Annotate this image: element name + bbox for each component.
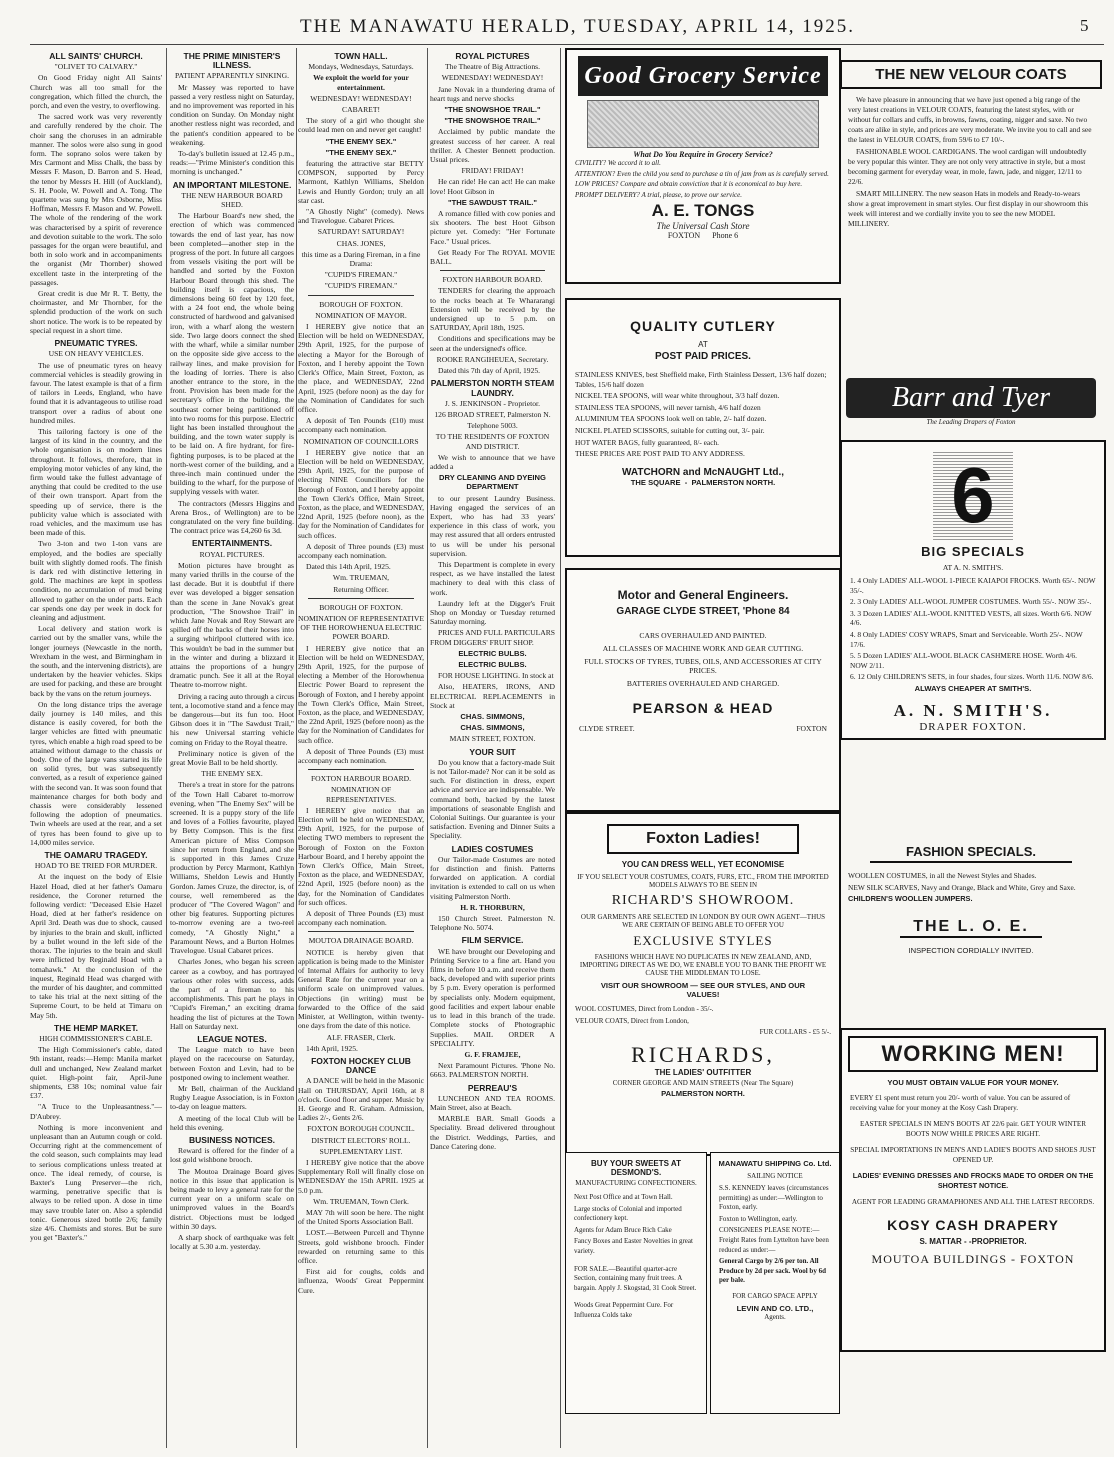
motor-title: Motor and General Engineers.	[617, 588, 789, 602]
paragraph: Local delivery and station work is carried out by the smaller vans, while the longer journeys (Newcastle in the north, Wrexham in the west, and Birmingham in the south, and the intervening districts), are undertaken by the heavier vehicles. Skips are used for packing, and these are brought back by the vans on the return journeys.	[30, 624, 162, 698]
special-item: 1. 4 Only LADIES' ALL-WOOL 1-PIECE KAIAPOI FROCKS. Worth 65/-. NOW 35/-.	[850, 576, 1096, 595]
foxton-text: IF YOU SELECT YOUR COSTUMES, COATS, FURS, ETC., FROM THE IMPORTED MODELS ALWAYS TO BE SEEN IN	[577, 873, 829, 889]
cutlery-item: THESE PRICES ARE POST PAID TO ANY ADDRESS.	[575, 449, 745, 459]
column-divider	[560, 48, 561, 1448]
headline: AN IMPORTANT MILESTONE.	[172, 179, 292, 190]
foxton-exclusive: EXCLUSIVE STYLES	[633, 933, 773, 948]
notice-line: WEDNESDAY! WEDNESDAY!	[441, 73, 544, 83]
paragraph: A DANCE will be held in the Masonic Hall on THURSDAY, April 16th, at 8 o'clock. Good floor and supper. Music by H. George and R. Graham. Admission, Ladies 2/-, Gents 2/6.	[298, 1076, 424, 1123]
paragraph: On Good Friday night All Saints' Church was all too small for the congregation, which filled the church, the porch, and even the vestry, to overflowing.	[30, 73, 162, 111]
special-item: 2. 3 Only LADIES' ALL-WOOL JUMPER COSTUMES. Worth 55/-. NOW 35/-.	[850, 597, 1092, 607]
working-line: EVERY £1 spent must return you 20/- worth of value. You can be assured of receiving value for your money at the Kosy Cash Drapery.	[850, 1094, 1071, 1112]
ad-big-specials	[840, 440, 1106, 740]
paragraph: Do you know that a factory-made Suit is not Tailor-made? Nor can it be sold as such. For distinction in dress, expert advice and service are indispensable. We command both, backed by the latest importations of seasonable English and Colonial Suitings. Our guarantee is your satisfaction. Evening and Dinner Suits a Speciality.	[430, 757, 555, 841]
subheading: THE ENEMY SEX.	[201, 769, 263, 779]
desmond-line: Agents for Adam Bruce Rich Cake	[574, 1225, 672, 1234]
headline: FILM SERVICE.	[461, 935, 524, 946]
paragraph: This Department is complete in every respect, as we have installed the latest machinery to deal with this class of work.	[430, 559, 555, 597]
paragraph: Also, HEATERS, IRONS, AND ELECTRICAL REPLACEMENTS in Stock at	[430, 682, 555, 710]
fashion-line: CHILDREN'S WOOLLEN JUMPERS.	[848, 894, 973, 904]
paragraph: I HEREBY give notice that an Election will be held on WEDNESDAY, 29th April, 1925, for the purpose of electing a Member of the Horowhenua Electric Power Board to represent the Borough of Foxton, and I hereby appoint the Town Clerk's Office, Main Street, Foxton, as the place, and WEDNESDAY, the 22nd April, 1925 (before noon) as the day for the Nomination of Candidates for such office.	[298, 643, 424, 745]
notice-line: TO THE RESIDENTS OF FOXTON AND DISTRICT.	[435, 432, 550, 451]
paragraph: A deposit of Ten Pounds (£10) must accompany each nomination.	[298, 416, 424, 435]
grocery-phone: Phone 6	[712, 231, 739, 241]
headline: BUSINESS NOTICES.	[189, 1134, 275, 1145]
subheading: ROYAL PICTURES.	[199, 549, 265, 559]
paragraph: Driving a racing auto through a circus tent, a locomotive stand and a fence may be dangerous—but its fun too. Hoot Gibson does it in "The Sawdust Trail," his new Universal starring vehicle coming on Friday to the Royal theatre.	[170, 691, 294, 747]
subheading: HOAD TO BE TRIED FOR MURDER.	[34, 861, 158, 871]
shipping-notice: SAILING NOTICE	[747, 1172, 803, 1180]
motor-line: FULL STOCKS OF TYRES, TUBES, OILS, AND ACCESSORIES AT CITY PRICES.	[584, 657, 822, 675]
notice-heading: ELECTRIC BULBS.	[458, 659, 527, 669]
ad-working-men	[840, 1028, 1106, 1352]
notice-heading: BOROUGH OF FOXTON.	[319, 299, 403, 309]
cutlery-item: STAINLESS TEA SPOONS, will never tarnish, 4/6 half dozen	[575, 402, 761, 412]
grocery-sub: The Universal Cash Store	[656, 221, 750, 232]
paragraph: 14th April, 1925.	[306, 1043, 358, 1053]
foxton-title: Foxton Ladies!	[607, 824, 799, 854]
film-title: "THE ENEMY SEX."	[325, 147, 397, 157]
special-item: 5. 5 Dozen LADIES' ALL-WOOL BLACK CASHMERE HOSE. Worth 4/6. NOW 2/11.	[850, 651, 1077, 670]
grocery-illustration	[587, 100, 819, 148]
subheading: "OLIVET TO CALVARY."	[54, 62, 138, 72]
advertiser-name: CHAS. SIMMONS,	[460, 723, 525, 733]
smith-cheaper: ALWAYS CHEAPER AT SMITH'S.	[914, 683, 1032, 693]
notice-heading: MOUTOA DRAINAGE BOARD.	[308, 936, 414, 946]
paragraph: A meeting of the local Club will be held this evening.	[170, 1113, 294, 1132]
six-numeral: 6	[933, 450, 1013, 540]
working-line: LADIES' EVENING DRESSES AND FROCKS MADE TO ORDER ON THE SHORTEST NOTICE.	[852, 1171, 1094, 1190]
cutlery-item: ALUMINIUM TEA SPOONS look well on table, 2/- half dozen.	[575, 414, 767, 424]
paragraph: The League match to have been played on the racecourse on Saturday, between Foxton and Levin, had to be postponed owing to inclement weather.	[170, 1045, 294, 1082]
paragraph: We have pleasure in announcing that we have just opened a big range of the very latest creations in VELOUR COATS, featuring the latest styles, with or without fur collars and cuffs, in browns, fawns, coating, nigger and saxe. No two coats are alike in style, and prices are very moderate. We invite you to call and see the latest in VELOUR COATS, from 59/6 to £7 10/-.	[848, 95, 1092, 144]
paragraph: First aid for coughs, colds and influenza, Woods' Great Peppermint Cure.	[298, 1267, 424, 1295]
grocery-line: ATTENTION? Even the child you send to purchase a tin of jam from us is carefully served.	[575, 169, 829, 178]
headline: THE OAMARU TRAGEDY.	[44, 850, 148, 861]
paragraph: Reward is offered for the finder of a lost gold wishbone brooch.	[170, 1146, 294, 1165]
paragraph: Two 3-ton and two 1-ton vans are employed, and the bodies are specially built with slightly domed roofs. The finish is dark red with distinctive lettering in gold. The machines are kept in spotless condition, no accumulation of mud being allowed to gather on the under parts. Each car spends one day per week in dock for cleaning and adjustment.	[30, 539, 162, 622]
desmond-line: Fancy Boxes and Easter Novelties in great variety.	[574, 1237, 693, 1255]
paragraph: Charles Jones, who began his screen career as a cowboy, and has portrayed various other roles with success, adds the part of a fireman to his accomplishments. This part he plays in "Cupid's Fireman," an exciting drama heading the list of pictures at the Town Hall on Saturday next.	[170, 957, 294, 1031]
ad-desmonds-sweets	[565, 1152, 707, 1414]
cutlery-item: HOT WATER BAGS, fully guaranteed, 8/- each.	[575, 437, 720, 447]
grocery-banner: Good Grocery Service	[578, 56, 828, 96]
film-title: "THE SNOWSHOE TRAIL."	[444, 116, 541, 126]
cutlery-title: QUALITY CUTLERY	[630, 318, 776, 334]
paragraph: At the inquest on the body of Elsie Hazel Hoad, died at her father's Oamaru residence, the Coroner returned the following verdict: "Deceased Elsie Hazel Hoad, died at her father's residence on April 3rd. Death was due to shock, caused by injuries to the brain and skull, inflicted by a bullet wound in the left side of the thorax. The injuries to the brain and skull were inflicted by Reginald Hoad with a tomahawk." At the conclusion of the inquest, Reginald Head was charged with the murder of his daughter, and committed to take his trial at the next sitting of the Supreme Court, to be held at Timaru on May 5th.	[30, 872, 162, 1020]
loe-title: THE L. O. E.	[900, 918, 1042, 938]
column-4	[430, 48, 555, 1448]
motor-addr: CLYDE STREET.	[579, 724, 635, 733]
subheading: THE NEW HARBOUR BOARD SHED.	[181, 190, 283, 210]
cutlery-item: STAINLESS KNIVES, best Sheffield make, Firth Stainless Dessert, 13/6 half dozen; Tables, 15/6 half dozen	[575, 370, 827, 389]
paragraph: Dated this 14th April, 1925.	[306, 562, 391, 572]
paragraph: A romance filled with cow ponies and six shooters. The best Hoot Gibson picture yet. Comedy: "Her Fortunate Face." Usual prices.	[430, 209, 555, 246]
shipping-line: FOR CARGO SPACE APPLY	[732, 1291, 818, 1300]
motor-name: PEARSON & HEAD	[632, 700, 774, 716]
motor-sub: GARAGE CLYDE STREET, 'Phone 84	[616, 606, 790, 617]
headline: YOUR SUIT	[469, 746, 516, 757]
paragraph: MAY 7th will soon be here. The night of the United Sports Association Ball.	[298, 1207, 424, 1227]
special-item: 6. 12 Only CHILDREN'S SETS, in four shades, four sizes. Worth 11/6. NOW 8/6.	[850, 672, 1094, 682]
subheading: USE ON HEAVY VEHICLES.	[48, 349, 144, 359]
paragraph: MARBLE BAR. Small Goods a Speciality. Bread delivered throughout the District. Weddings, Parties, and Dance Catering done.	[430, 1114, 555, 1151]
velour-title: THE NEW VELOUR COATS	[840, 60, 1102, 89]
paragraph: To-day's bulletin issued at 12.45 p.m., reads:—"Prime Minister's condition this morning is unchanged."	[170, 149, 294, 177]
richards-outfitter: THE LADIES' OUTFITTER	[654, 1067, 752, 1077]
notice-heading: NOMINATION OF REPRESENTATIVES.	[325, 785, 397, 804]
richards-name: RICHARDS,	[631, 1041, 775, 1067]
paragraph: Mr Massey was reported to have passed a very restless night on Saturday, and no improvement was reported in his condition on Sunday. On Monday night another restless night was recorded, and the patient's condition appeared to be weakening.	[170, 82, 294, 147]
notice-line: "CUPID'S FIREMAN."	[324, 281, 398, 291]
grocery-line: LOW PRICES? Compare and obtain conviction that it is economical to buy here.	[575, 180, 803, 189]
masthead-title: THE MANAWATU HERALD, TUESDAY, APRIL 14, 1925.	[300, 16, 856, 37]
paragraph: Dated this 7th day of April, 1925.	[438, 366, 541, 376]
paragraph: "A Truce to the Unpleasantness."—D'Aubrey.	[30, 1102, 162, 1121]
smith-list	[842, 576, 1104, 682]
kosy-building: MOUTOA BUILDINGS - FOXTON	[871, 1252, 1075, 1266]
foxton-showroom: RICHARD'S SHOWROOM.	[611, 893, 795, 908]
masthead-rule	[30, 44, 1104, 45]
foxton-price-line: FUR COLLARS - £5 5/-.	[759, 1028, 831, 1037]
shipping-title: MANAWATU SHIPPING Co. Ltd.	[718, 1159, 832, 1168]
cutlery-at: AT	[698, 340, 708, 349]
headline: PERREAU'S	[467, 1082, 518, 1093]
grocery-line: PROMPT DELIVERY? A trial, please, to prove our service.	[575, 190, 743, 199]
paragraph: I HEREBY give notice that an Election will be held on WEDNESDAY, 29th April, 1925, for the purpose of electing TWO members to represent the Borough of Foxton on the Foxton Harbour Board, and I hereby appoint the Town Clerk's Office, Main Street, Foxton as the place, and WEDNESDAY, 22nd April, 1925 (before noon) as the day, for the Nomination of Candidates for such offices.	[298, 805, 424, 907]
paragraph: Laundry left at the Digger's Fruit Shop on Monday or Tuesday returned Saturday morning.	[430, 598, 555, 627]
foxton-text: FASHIONS WHICH HAVE NO DUPLICATES IN NEW ZEALAND, AND, IMPORTING DIRECT AS WE DO, WE ENABLE YOU TO BANK THE PROFIT WE CAUSE THE MIDDLEMAN TO LOSE.	[579, 953, 827, 977]
notice-line: J. S. JENKINSON - Proprietor.	[444, 398, 541, 408]
kosy-name: KOSY CASH DRAPERY	[887, 1217, 1059, 1233]
motor-line: ALL CLASSES OF MACHINE WORK AND GEAR CUTTING.	[602, 644, 804, 653]
notice-line: CABARET!	[342, 105, 380, 115]
shipping-line: General Cargo by 2/6 per ton. All Produce by 2d per sack. Wool by 6d per bale.	[719, 1257, 826, 1285]
notice-heading: FOXTON HARBOUR BOARD.	[310, 774, 412, 784]
paragraph: Acclaimed by public mandate the greatest success of her career. A real thriller. A Chester Bennett production. Usual prices.	[430, 127, 555, 165]
richards-address: CORNER GEORGE AND MAIN STREETS (Near The Square)	[612, 1078, 794, 1087]
advertiser-name: G. F. FRAMJEE,	[464, 1049, 521, 1059]
paragraph: The Harbour Board's new shed, the erection of which was commenced towards the end of last year, has now been completed—another step in the progress of the port. In future all cargoes from vessels visiting the port will be handled and sorted by the Foxton Harbour Board through this shed. The building itself is capacious, the dimensions being 60 feet by 120 feet, with a 24 foot end, the whole being constructed of hardwood and galvanised iron, with a wharf along the western side. Two large doors connect the shed with the wharf, while a similar number on the opposite side give access to the railway lines, and make provision for the loading of lorries. There is also another entrance to the store, in the front. Provision has been made for the secretary's office in the building, the southeast corner being partitioned off into two rooms for this purpose. Electric light has been installed throughout the building, and the town water supply is to be laid on. A fire hydrant, for fire-fighting purposes, is to be placed at the north-west corner of the building, and a three-inch main continued under the building to the wharf, for the purpose of supplying vessels with water.	[170, 211, 294, 497]
column-2	[170, 48, 294, 1448]
paragraph: LOST.—Between Purcell and Thynne Streets, gold wishbone brooch. Finder rewarded on returning same to this office.	[298, 1228, 424, 1265]
fashion-title: FASHION SPECIALS.	[870, 844, 1072, 863]
film-title: "THE ENEMY SEX."	[325, 136, 397, 146]
paragraph: On the long distance trips the average daily journey is 140 miles, and this distance is easily covered, for both the larger vehicles are fitted with pneumatic tyres, which enable a high road speed to be attained without damage to the chassis or body. One of the large vans started its life on solid tyres, but was subsequently converted, as a result of experience gained with the second van. It was soon found that maintenance charges for both body and chassis were considerably lessened following the adoption of pneumatics. Twin wheels are used at the rear, and a set of tyres has been found to give up to 14,000 miles service.	[30, 699, 162, 847]
paragraph: PRICES AND FULL PARTICULARS FROM DIGGERS' FRUIT SHOP.	[430, 628, 555, 647]
notice-heading: ELECTRIC BULBS.	[458, 648, 527, 658]
headline: ROYAL PICTURES	[455, 51, 530, 61]
paragraph: The story of a girl who thought she could lead men on and never get caught!	[298, 116, 424, 135]
grocery-name: A. E. TONGS	[651, 201, 755, 221]
masthead	[0, 8, 1114, 42]
fashion-inspection: INSPECTION CORDIALLY INVITED.	[908, 945, 1034, 955]
signature: ALF. FRASER, Clerk.	[326, 1032, 396, 1042]
notice-line: MAIN STREET, FOXTON.	[449, 734, 536, 744]
subheading: PATIENT APPARENTLY SINKING.	[174, 71, 290, 81]
notice-heading: DRY CLEANING AND DYEING DEPARTMENT	[439, 473, 546, 492]
paragraph: 150 Church Street. Palmerston N. Telephone No. 5074.	[430, 914, 555, 933]
column-1	[30, 48, 162, 1448]
notice-line: 126 BROAD STREET, Palmerston N.	[434, 409, 551, 419]
paragraph: This tailoring factory is one of the largest of its kind in the country, and the whole organisation is on modern lines throughout. It follows, therefore, that in employing motor vehicles of any kind, the firm would take the fullest advantage of anything that could be credited to the use of their own transport. Apart from the speeding up of service, there is the publicity value which is associated with road vehicles, and the maximum use has been made of this.	[30, 426, 162, 538]
notice-heading: NOMINATION OF COUNCILLORS	[303, 436, 419, 446]
subheading: HIGH COMMISSIONER'S CABLE.	[39, 1033, 153, 1043]
ad-manawatu-shipping	[710, 1152, 840, 1414]
paragraph: FASHIONABLE WOOL CARDIGANS. The wool cardigan will undoubtedly be very popular this winter. They are not only very attractive in style, but a most becoming garment for everyday wear, in mole, fawn, jade, and nigger, 12/11 to 22/6.	[848, 147, 1087, 186]
paragraph: SMART MILLINERY. The new season Hats in models and Ready-to-wears show a great improvement in smart styles. Our first display in our showroom this week will interest and we cordially invite you to see the new MODEL MILLINERY.	[848, 189, 1089, 228]
film-title: "THE SNOWSHOE TRAIL."	[444, 105, 541, 115]
headline: LEAGUE NOTES.	[197, 1033, 267, 1044]
shipping-agent: LEVIN AND CO. LTD.,	[736, 1303, 814, 1313]
foxton-sub: YOU CAN DRESS WELL, YET ECONOMISE	[621, 860, 785, 869]
ad-fashion-specials	[840, 838, 1102, 1018]
headline: ALL SAINTS' CHURCH.	[49, 51, 143, 61]
shipping-agents: Agents.	[764, 1312, 786, 1321]
cutlery-addr: PALMERSTON NORTH.	[691, 477, 776, 487]
notice-heading: NOMINATION OF MAYOR.	[315, 310, 407, 320]
working-line: AGENT FOR LEADING GRAMAPHONES AND ALL THE LATEST RECORDS.	[851, 1198, 1095, 1206]
paragraph: Jane Novak in a thundering drama of heart tugs and nerve shocks	[430, 84, 555, 103]
headline: THE PRIME MINISTER'S ILLNESS.	[183, 51, 281, 71]
notice-line: Mondays, Wednesdays, Saturdays.	[308, 62, 414, 72]
advertiser-name: CHAS. SIMMONS,	[460, 712, 525, 721]
paragraph: Preliminary notice is given of the great Movie Ball to be held shortly.	[170, 748, 294, 768]
column-divider	[166, 48, 167, 1448]
paragraph: Nothing is more inconvenient and unpleasant than an Autumn cough or cold. Occurring right at the commencement of the cold season, such complaints may lead to serious complications unless treated at once. The ideal remedy, of course, is Baxter's Lung Preserver—the rich, warming, penetrative specific that is always to be relied upon. A dose in time may save trouble later on. Also a splendid tonic. Generous sized bottle 2/6; family size 4/6. Chemists and stores. But be sure you get "Baxter's."	[30, 1122, 162, 1243]
paragraph: The Moutoa Drainage Board gives notice in this issue that application is being made to levy a general rate for the current year on a uniform scale on unimproved values in the Board's district. Objections must be lodged within 30 days.	[170, 1166, 294, 1231]
motor-addr: FOXTON	[796, 724, 827, 733]
foxton-price-line: WOOL COSTUMES, Direct from London - 35/-.	[575, 1005, 714, 1013]
ad-velour-coats	[840, 60, 1102, 360]
notice-line: FRIDAY! FRIDAY!	[461, 166, 524, 176]
paragraph: Our Tailor-made Costumes are noted for distinction and finish. Patterns forwarded on application. A cordial invitation is extended to call on us when visiting Palmerston North.	[430, 854, 555, 901]
ad-motor-engineers	[565, 568, 841, 812]
notice-heading: SUPPLEMENTARY LIST.	[319, 1146, 403, 1156]
notice-line: We exploit the world for your entertainment.	[313, 73, 409, 92]
cutlery-name: WATCHORN and McNAUGHT Ltd.,	[621, 466, 785, 478]
film-title: "THE SAWDUST TRAIL."	[447, 197, 538, 207]
ad-barr-and-tyer	[840, 370, 1102, 430]
grocery-place: FOXTON	[667, 231, 701, 241]
grocery-line: CIVILITY? We accord it to all.	[575, 159, 661, 167]
paragraph: We wish to announce that we have added a	[430, 452, 555, 471]
notice-line: "CUPID'S FIREMAN."	[324, 270, 398, 280]
foxton-visit: VISIT OUR SHOWROOM — SEE OUR STYLES, AND OUR VALUES!	[600, 981, 806, 999]
ad-foxton-ladies	[565, 812, 841, 1156]
smith-title: BIG SPECIALS	[921, 544, 1025, 559]
barr-and-tyer-logo: Barr and Tyer	[846, 378, 1096, 418]
paragraph: The contractors (Messrs Higgins and Arena Bros., of Wellington) are to be congratulated on the very fine building. The contract price was £4,260 6s 3d.	[170, 498, 294, 536]
paragraph: The sacred work was very reverently and carefully rendered by the choir. The choir sang the choruses in an admirable manner. The solos were also sung in good form. The soprano solos were taken by Mrs Carmont and Miss Chalk, the bass by Messrs F. Mason, D. Barron and S. Head, the tenor by Messrs H. Hill (of Auckland), S. H. Poole, W. Powell and A. Tong. The quartette was sung by Mrs Osborne, Miss Hoffman, Messrs F. Mason and W. Powell. The whole of the rendering of the work was characterised by a spirit of reverence and devotion suitable to the work. The solo passages for the organ were beautiful, and both in solo work and in accompaniments the organist (Mr Thornber) showed excellent taste in the interpreting of the passages.	[30, 112, 162, 287]
desmond-line: Large stocks of Colonial and imported confectionery kept.	[574, 1204, 682, 1223]
foxton-price-line: VELOUR COATS, Direct from London,	[575, 1016, 689, 1025]
special-item: 3. 3 Dozen LADIES' ALL-WOOL KNITTED VESTS, all sizes. Worth 6/6. NOW 4/6.	[850, 608, 1092, 628]
foxton-text: OUR GARMENTS ARE SELECTED IN LONDON BY OUR OWN AGENT—THUS WE ARE CERTAIN OF BEING ABLE TO OFFER YOU	[580, 913, 826, 929]
desmond-line: FOR SALE.—Beautiful quarter-acre Section, containing many fruit trees. A bargain. Apply J. Skogstad, 31 Cook Street.	[574, 1264, 697, 1292]
special-item: 4. 8 Only LADIES' COSY WRAPS, Smart and Serviceable. Worth 25/-. NOW 17/6.	[850, 629, 1083, 649]
desmond-line: Next Post Office and at Town Hall.	[574, 1193, 673, 1201]
paragraph: NOTICE is hereby given that application is being made to the Minister of Internal Affairs for authority to levy General Rate for the current year on a uniform scale on unimproved values. Objections (in writing) must be forwarded to the Office of the said Minister, at Wellington, within twenty-one days from the date of this notice.	[298, 947, 424, 1031]
notice-line: SATURDAY! SATURDAY!	[317, 227, 405, 237]
notice-heading: BOROUGH OF FOXTON.	[319, 602, 403, 612]
shipping-line: S.S. KENNEDY leaves (circumstances permitting) as under:—Wellington to Foxton, early.	[719, 1184, 829, 1212]
signature: Returning Officer.	[333, 584, 389, 594]
kosy-proprietor: S. MATTAR - -PROPRIETOR.	[919, 1237, 1027, 1246]
paragraph: Next Paramount Pictures. 'Phone No. 6663. PALMERSTON NORTH.	[430, 1061, 555, 1080]
motor-line: CARS OVERHAULED AND PAINTED.	[639, 631, 767, 640]
notice-heading: NOMINATION OF REPRESENTATIVE OF THE HOROWHENUA ELECTRIC POWER BOARD.	[298, 613, 424, 642]
paragraph: "A Ghostly Night" (comedy). News and Travelogue. Cabaret Prices.	[298, 207, 424, 226]
notice-line: CHAS. JONES,	[336, 238, 386, 248]
paragraph: A sharp shock of earthquake was felt locally at 5.30 a.m. yesterday.	[170, 1232, 294, 1252]
column-divider	[296, 48, 297, 1448]
paragraph: Great credit is due Mr R. T. Betty, the choirmaster, and Mr Thornber, for the splendid production of the work on such short notice. The work is to be repeated by special request in a short time.	[30, 289, 162, 335]
shipping-line: CONSIGNEES PLEASE NOTE:— Freight Rates from Lyttelton have been reduced as under:—	[719, 1226, 829, 1254]
paragraph: FOR HOUSE LIGHTING. In stock at	[438, 671, 554, 681]
desmond-line: Woods Great Peppermint Cure. For Influenza Colds take	[574, 1301, 674, 1319]
smith-at: AT A. N. SMITH'S.	[942, 563, 1004, 572]
headline: PALMERSTON NORTH STEAM LAUNDRY.	[430, 378, 555, 398]
headline: THE HEMP MARKET.	[54, 1022, 138, 1033]
paragraph: Conditions and specifications may be seen at the undersigned's office.	[430, 334, 555, 353]
cutlery-item: NICKEL TEA SPOONS, will wear white throughout, 3/3 half dozen.	[575, 391, 780, 401]
advertiser-name: H. R. THORBURN,	[460, 902, 525, 912]
cutlery-addr: THE SQUARE	[630, 477, 681, 487]
paragraph: There's a treat in store for the patrons of the Town Hall Cabaret to-morrow evening, when "The Enemy Sex" will be screened. It is a puppy story of the life and loves of a Follies favourite, played by Betty Compson. This is the first American picture of Miss Compson since her return from England, and she is supported in this James Cruze production by Percy Marmont, Kathlyn Williams, Sheldon Lewis and Huntly Gordon. James Cruze, the director, is, of course, well remembered as the producer of "The Covered Wagon" and other big features. Supporting pictures to-morrow evening are a two-reel comedy, "A Ghostly Night," a Paramount News, and a Burton Holmes Travelogue. Usual Cabaret prices.	[170, 780, 294, 956]
headline: TOWN HALL.	[334, 51, 388, 61]
paragraph: TENDERS for clearing the approach to the rocks beach at Te Whararangi Extension will be received by the undersigned up to 5 p.m. on SATURDAY, April 18th, 1925.	[430, 286, 555, 333]
paragraph: Motion pictures have brought as many varied thrills in the course of the last decade. But it is doubtful if there ever was developed a bigger sensation than the scene in Jane Novak's great production, "The Snowshoe Trail" in which Jane Novak and Roy Stewart are spilled off the backs of their horses into a surging whirlpool cluttered with ice. This wouldn't be bad in the summer but in the winter and during a blizzard it attains the proportions of a hungry dramatic punch. See it all at the Royal Theatre to-morrow night.	[170, 560, 294, 690]
headline: FOXTON HOCKEY CLUB DANCE	[311, 1055, 411, 1076]
column-divider	[427, 48, 428, 1448]
paragraph: He can ride! He can act! He can make love! Hoot Gibson in	[430, 177, 555, 196]
headline: LADIES COSTUMES	[451, 843, 534, 854]
paragraph: Get Ready For The ROYAL MOVIE BALL.	[430, 247, 555, 267]
smith-place: DRAPER FOXTON.	[919, 720, 1027, 733]
paragraph: featuring the attractive star BETTY COMPSON, supported by Percy Marmont, Kathlyn Williams, Sheldon Lewis and Huntly Gordon; truly an all star cast.	[298, 159, 424, 205]
page-number: 5	[1080, 16, 1089, 35]
paragraph: The High Commissioner's cable, dated 9th instant, reads:—Hemp: Manila market dull and unchanged, New Zealand market quiet. High-point fair, April-June shipments, £38 10s; nominal value fair £37.	[30, 1045, 162, 1101]
paragraph: Mr Bell, chairman of the Auckland Rugby League Association, is in Foxton to-day on league matters.	[170, 1083, 294, 1112]
signature: Wm. TRUEMAN, Town Clerk.	[313, 1196, 409, 1206]
notice-line: WEDNESDAY! WEDNESDAY!	[310, 93, 412, 103]
headline: ENTERTAINMENTS.	[191, 538, 273, 549]
working-line: YOU MUST OBTAIN VALUE FOR YOUR MONEY.	[887, 1078, 1059, 1087]
notice-heading: FOXTON BOROUGH COUNCIL.	[307, 1124, 415, 1134]
signature: ROOKE RANGIHEUEA, Secretary.	[436, 354, 549, 364]
desmond-sub: MANUFACTURING CONFECTIONERS.	[575, 1179, 697, 1187]
barr-tagline: The Leading Drapers of Foxton	[926, 418, 1016, 426]
paragraph: I HEREBY give notice that an Election will be held on WEDNESDAY, 29th April, 1925, for the purpose of electing a Mayor for the Borough of Foxton, and I hereby appoint the Town Clerk's Office, Main Street, Foxton, as the place, and WEDNESDAY, 22nd April, 1925 (before noon) as the day for the Nomination of Candidates for such office.	[298, 322, 424, 414]
working-line: EASTER SPECIALS IN MEN'S BOOTS AT 22/6 pair. GET YOUR WINTER BOOTS NOW WHILE PRICES ARE RIGHT.	[859, 1120, 1087, 1138]
paragraph: LUNCHEON AND TEA ROOMS. Main Street, also at Beach.	[430, 1093, 555, 1112]
ad-good-grocery-service	[565, 48, 841, 284]
paragraph: A deposit of Three Pounds (£3) must accompany each nomination.	[298, 746, 424, 766]
shipping-line: Foxton to Wellington, early.	[719, 1214, 798, 1223]
paragraph: I HEREBY give notice that an Election will be held on WEDNESDAY, 29th April, 1925, for the purpose of electing NINE Councillors for the Borough of Foxton, and I hereby appoint the Town Clerk's Office, Main Street, Foxton, as the place, and WEDNESDAY, 22nd April, 1925 (before noon), as the day for the Nomination of Candidates for such offices.	[298, 447, 424, 540]
smith-name: A. N. SMITH'S.	[893, 700, 1053, 720]
paragraph: A deposit of Three pounds (£3) must accompany each nomination.	[298, 541, 424, 560]
paragraph: I HEREBY give notice that the above Supplementary Roll will finally close on WEDNESDAY the 15th APRIL 1925 at 5.0 p.m.	[298, 1157, 424, 1195]
cutlery-sub: POST PAID PRICES.	[655, 351, 751, 362]
motor-line: BATTERIES OVERHAULED AND CHARGED.	[626, 679, 780, 688]
notice-line: this time as a Daring Fireman, in a fine Drama:	[301, 249, 421, 269]
headline: PNEUMATIC TYRES.	[54, 338, 138, 349]
desmond-title: BUY YOUR SWEETS AT DESMOND'S.	[591, 1159, 681, 1177]
paragraph: The use of pneumatic tyres on heavy commercial vehicles is steadily growing in favour. The latest example is that of a firm of tailors in Leeds, England, who have found that it is advantageous to utilise road transport over a radius of about one hundred miles.	[30, 360, 162, 425]
notice-line: The Theatre of Big Attractions.	[445, 62, 540, 72]
working-title: WORKING MEN!	[848, 1036, 1098, 1072]
notice-heading: DISTRICT ELECTORS' ROLL.	[311, 1135, 411, 1145]
richards-city: PALMERSTON NORTH.	[661, 1088, 745, 1098]
paragraph: to our present Laundry Business. Having engaged the services of an Expert, who has had 33 years' experience in this class of work, you may rest assured that all orders entrusted to us will be under his personal supervision.	[430, 493, 555, 558]
cutlery-list	[567, 370, 839, 459]
notice-heading: FOXTON HARBOUR BOARD.	[442, 275, 543, 285]
working-line: SPECIAL IMPORTATIONS IN MEN'S AND LADIE'S BOOTS AND SHOES JUST OPENED UP.	[850, 1146, 1096, 1164]
fashion-line: WOOLLEN COSTUMES, in all the Newest Styles and Shades.	[848, 871, 1037, 880]
paragraph: WE have brought our Developing and Printing Service to a fine art. Hand you films in before 10 a.m. and receive them back, developed and with superior prints by 5 p.m. Every operation is performed by specialists only. Modern equipment, good facilities and expert labour enable us to lead in this branch of the trade. Complete stocks of Photographic Supplies. MAIL ORDER A SPECIALITY.	[430, 946, 555, 1048]
fashion-line: NEW SILK SCARVES, Navy and Orange, Black and White, Grey and Saxe.	[848, 882, 1076, 892]
signature: Wm. TRUEMAN,	[332, 573, 390, 583]
column-3	[298, 48, 424, 1448]
paragraph: A deposit of Three Pounds (£3) must accompany each nomination.	[298, 909, 424, 928]
cutlery-item: NICKEL PLATED SCISSORS, suitable for cutting out, 3/- pair.	[575, 425, 765, 435]
ad-quality-cutlery: QUALITY CUTLERY AT POST PAID PRICES. STAINLESS KNIVES, best Sheffield make, Firth Stainless Dessert, 13/6 half dozen; Tables, 15/6 half dozen NICKEL TEA SPOONS, will wear white throughout, 3/3 half dozen. STAINLESS TEA SPOONS, will never tarnish, 4/6 half dozen ALUMINIUM TEA SPOONS look well on table, 2/- half dozen. NICKEL PLATED SCISSORS, suitable for cutting out, 3/- pair. HOT WATER BAGS, fully guaranteed, 8/- each. THESE PRICES ARE POST PAID TO ANY ADDRESS. WATCHORN and McNAUGHT Ltd., THE SQUARE - PALMERSTON NORTH.	[565, 298, 841, 557]
grocery-question: What Do You Require in Grocery Service?	[633, 150, 773, 159]
notice-line: Telephone 5003.	[467, 421, 518, 431]
